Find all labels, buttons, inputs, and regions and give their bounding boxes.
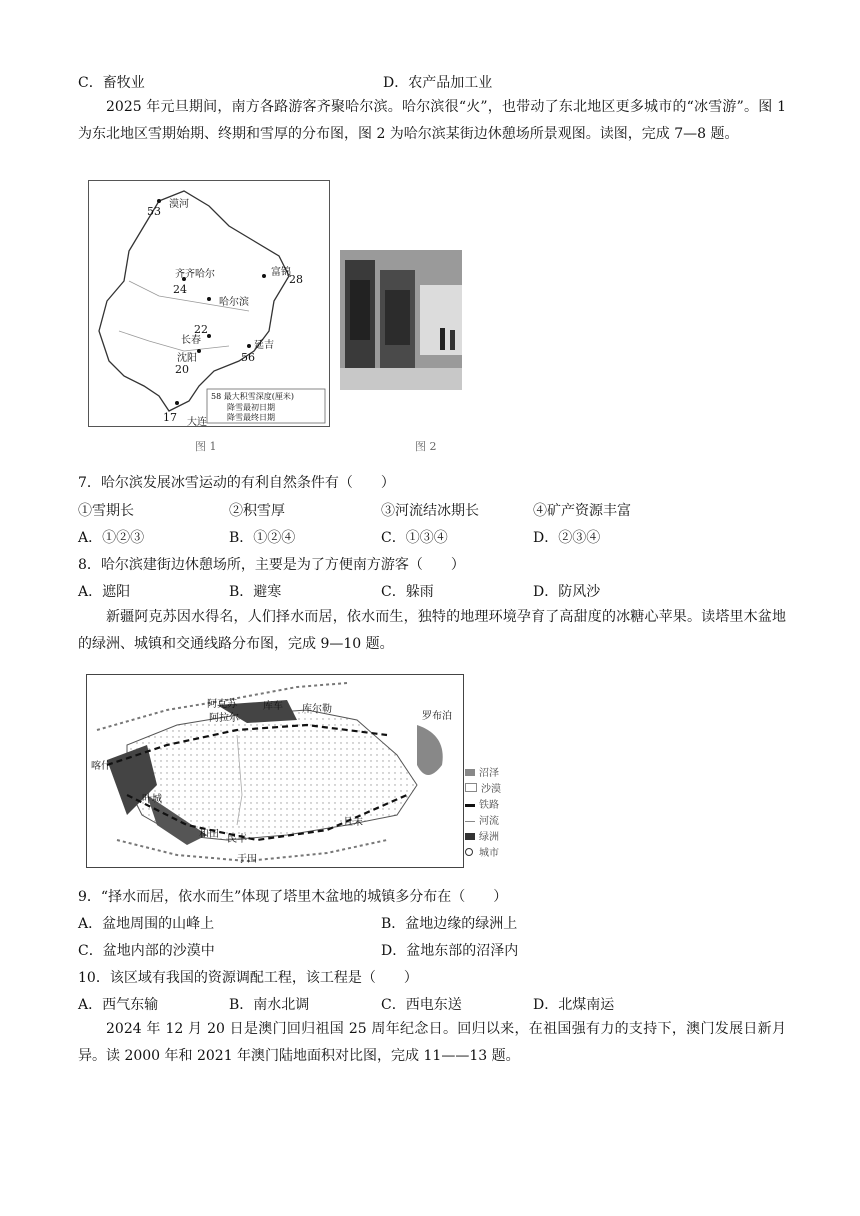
value-28: 28 (289, 273, 303, 286)
street-shelter-image (340, 250, 462, 390)
city-dalian: 大连 (187, 417, 207, 428)
city-yutian: 于田 (237, 854, 257, 865)
q7-option-a: A．①②③ (78, 530, 145, 546)
city-yanji: 延吉 (254, 340, 274, 351)
city-mohe: 漠河 (169, 199, 189, 210)
city-kashgar: 喀什 (91, 761, 111, 772)
legend-railway: 铁路 (479, 800, 499, 811)
tarim-legend (465, 764, 535, 869)
q8-option-c: C．躲雨 (381, 584, 434, 600)
city-qiqihar: 齐齐哈尔 (175, 269, 215, 280)
figure-1-caption: 图 1 (195, 440, 217, 453)
q7-option-b: B．①②④ (229, 530, 296, 546)
q7-item-2: ②积雪厚 (229, 503, 285, 519)
city-alar: 阿拉尔 (209, 713, 239, 724)
city-changchun: 长春 (181, 335, 201, 346)
city-qiemo: 且末 (343, 817, 363, 828)
city-shenyang: 沈阳 (177, 353, 197, 364)
q7-item-3: ③河流结冰期长 (381, 503, 479, 519)
q9-option-a: A．盆地周围的山峰上 (78, 916, 215, 932)
value-53: 53 (147, 205, 161, 218)
q7-stem: 7．哈尔滨发展冰雪运动的有利自然条件有（ ） (78, 475, 395, 491)
city-fujin: 富锦 (271, 267, 291, 278)
city-aksu: 阿克苏 (207, 699, 237, 710)
q9-option-b: B．盆地边缘的绿洲上 (381, 916, 518, 932)
legend-last-snow: 降雪最终日期 (227, 413, 275, 422)
legend-depth: 58 最大积雪深度(厘米) (211, 392, 294, 401)
figure-2-photo (340, 250, 462, 390)
figure-2-caption: 图 2 (415, 440, 437, 453)
legend-swamp: 沼泽 (479, 768, 499, 779)
value-22: 22 (194, 323, 208, 336)
option-c-prev: C．畜牧业 (78, 75, 145, 91)
city-yecheng: 叶城 (142, 794, 162, 805)
legend-desert: 沙漠 (481, 784, 501, 795)
q9-option-c: C．盆地内部的沙漠中 (78, 943, 215, 959)
q10-option-d: D．北煤南运 (533, 997, 615, 1013)
q10-option-b: B．南水北调 (229, 997, 310, 1013)
q10-stem: 10．该区域有我国的资源调配工程，该工程是（ ） (78, 970, 418, 986)
q10-option-c: C．西电东送 (381, 997, 462, 1013)
q7-item-4: ④矿产资源丰富 (533, 503, 631, 519)
value-20: 20 (175, 363, 189, 376)
q8-option-a: A．遮阳 (78, 584, 131, 600)
intro-tarim: 新疆阿克苏因水得名，人们择水而居，依水而生，独特的地理环境孕育了高甜度的冰糖心苹果。读塔里木盆地的绿洲、城镇和交通线路分布图，完成 9—10 题。 (78, 609, 786, 652)
q7-option-d: D．②③④ (533, 530, 601, 546)
q8-stem: 8．哈尔滨建街边休憩场所，主要是为了方便南方游客（ ） (78, 557, 465, 573)
lop-nur: 罗布泊 (422, 711, 452, 722)
figure-1-map (88, 180, 330, 427)
legend-city: 城市 (479, 848, 499, 859)
value-17: 17 (163, 411, 177, 424)
city-kuqa: 库车 (263, 701, 283, 712)
q9-stem: 9．“择水而居，依水而生”体现了塔里木盆地的城镇多分布在（ ） (78, 889, 508, 905)
q8-option-d: D．防风沙 (533, 584, 601, 600)
q7-item-1: ①雪期长 (78, 503, 134, 519)
legend-first-snow: 降雪最初日期 (227, 403, 275, 412)
value-56: 56 (241, 351, 255, 364)
city-harbin: 哈尔滨 (219, 297, 249, 308)
value-24: 24 (173, 283, 187, 296)
q7-option-c: C．①③④ (381, 530, 448, 546)
city-korla: 库尔勒 (302, 704, 332, 715)
figure-tarim-map (86, 674, 464, 868)
city-hotan: 和田 (199, 829, 219, 840)
intro-harbin: 2025 年元旦期间，南方各路游客齐聚哈尔滨。哈尔滨很“火”，也带动了东北地区更多城市的“冰雪游”。图 1 为东北地区雪期始期、终期和雪厚的分布图，图 2 为哈尔滨某街边休憩场所景观图。读图，完成 7—8 题。 (78, 99, 786, 142)
northeast-china-map (89, 181, 329, 426)
q9-option-d: D．盆地东部的沼泽内 (381, 943, 519, 959)
legend-oasis: 绿洲 (479, 832, 499, 843)
city-minfeng: 民丰 (227, 834, 247, 845)
intro-macau: 2024 年 12 月 20 日是澳门回归祖国 25 周年纪念日。回归以来，在祖国强有力的支持下，澳门发展日新月异。读 2000 年和 2021 年澳门陆地面积对比图，完成 11——13 题。 (78, 1021, 786, 1064)
q10-option-a: A．西气东输 (78, 997, 159, 1013)
q8-option-b: B．避寒 (229, 584, 282, 600)
option-d-prev: D．农产品加工业 (383, 75, 493, 91)
legend-river: 河流 (479, 816, 499, 827)
